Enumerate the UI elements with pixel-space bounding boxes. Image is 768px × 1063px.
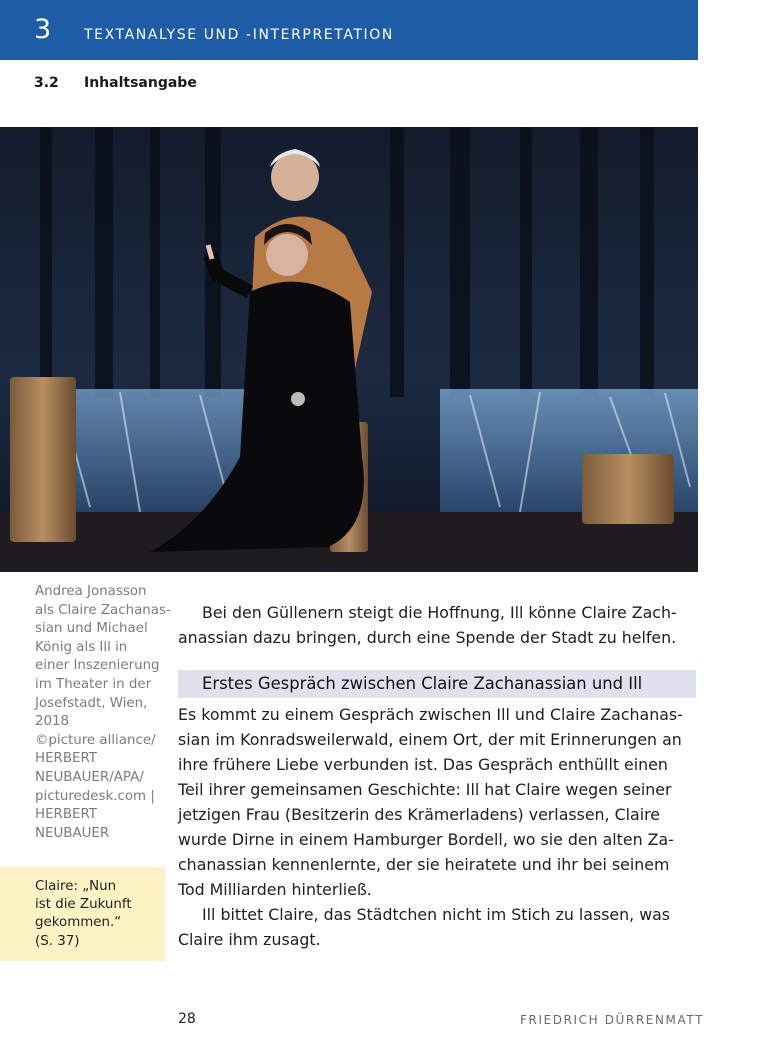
photo-caption [35,583,171,843]
text-line: Tod Milliarden hinterließ. [178,880,372,899]
text-line: wurde Dirne in einem Hamburger Bordell, wo sie den alten Za- [178,830,674,849]
caption-line: picturedesk.com | [35,788,155,804]
text-line: jetzigen Frau (Besitzerin des Krämerladens) verlassen, Claire [178,805,660,824]
chapter-title: TEXTANALYSE UND -INTERPRETATION [84,27,394,43]
text-line: chanassian kennenlernte, der sie heiratete und ihr bei seinem [178,855,670,874]
quote-box [0,867,165,961]
caption-line: NEUBAUER [35,825,110,841]
text-line: Bei den Güllenern steigt die Hoffnung, Ill könne Claire Zach- [202,603,677,622]
quote-text [35,878,132,951]
paragraph-gespraech [178,702,698,902]
section-heading [34,74,197,92]
caption-line: im Theater in der [35,676,152,692]
stage-photo-illustration [0,127,698,572]
text-line: Es kommt zu einem Gespräch zwischen Ill und Claire Zachanas- [178,705,683,724]
paragraph-bitte [178,902,698,952]
text-line: sian im Konradsweilerwald, einem Ort, der mit Erinnerungen an [178,730,682,749]
quote-line: (S. 37) [35,933,80,949]
stage-photo [0,127,698,572]
caption-line: 2018 [35,714,70,730]
caption-line: Josefstadt, Wien, [35,695,148,711]
subheading-bar [178,670,696,698]
text-line: anassian dazu bringen, durch eine Spende der Stadt zu helfen. [178,628,677,647]
author-name: FRIEDRICH DÜRRENMATT [520,1013,705,1027]
text-line: Claire ihm zusagt. [178,930,321,949]
section-title: Inhaltsangabe [84,75,197,91]
subheading-text: Erstes Gespräch zwischen Claire Zachanassian und Ill [202,674,643,693]
caption-line: sian und Michael [35,621,148,637]
caption-line: König als Ill in [35,639,128,655]
section-number: 3.2 [34,75,59,91]
page-number: 28 [178,1011,196,1027]
quote-line: Claire: „Nun [35,879,117,894]
quote-line: ist die Zukunft [35,897,132,913]
chapter-number: 3 [34,14,52,45]
quote-line: gekommen.“ [35,915,122,931]
text-line: Ill bittet Claire, das Städtchen nicht im Stich zu lassen, was [202,905,671,924]
caption-line: HERBERT [35,807,97,823]
paragraph-hoffnung [178,600,698,650]
chapter-header-bar [0,0,698,60]
caption-line: als Claire Zachanas- [35,602,171,618]
caption-line: einer Inszenierung [35,658,160,674]
caption-line: NEUBAUER/APA/ [35,769,144,785]
caption-line: Andrea Jonasson [35,584,147,599]
caption-line: ©picture alliance/ [35,732,156,748]
text-line: ihre frühere Liebe verbunden ist. Das Gespräch enthüllt einen [178,755,668,774]
caption-line: HERBERT [35,751,97,767]
text-line: Teil ihrer gemeinsamen Geschichte: Ill hat Claire wegen seiner [178,780,672,799]
